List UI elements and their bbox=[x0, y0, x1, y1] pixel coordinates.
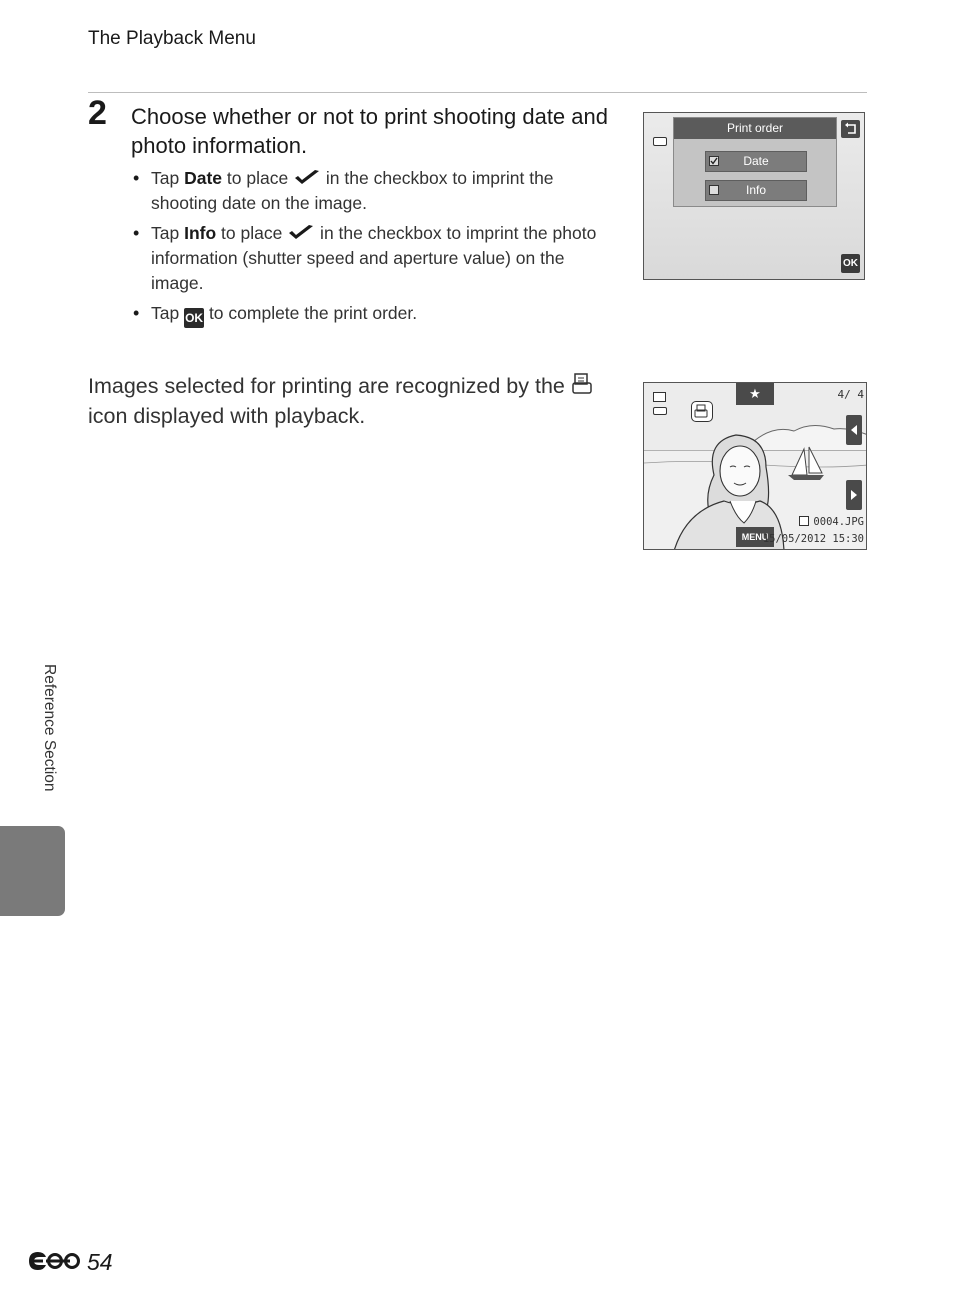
ok-icon: OK bbox=[184, 308, 204, 328]
date-checkbox[interactable] bbox=[709, 156, 719, 166]
keyword-date: Date bbox=[184, 168, 223, 188]
print-order-title: Print order bbox=[674, 118, 836, 139]
back-button[interactable] bbox=[841, 120, 860, 138]
reference-section-icon bbox=[27, 1249, 87, 1273]
print-order-icon bbox=[691, 401, 713, 422]
print-order-panel bbox=[673, 117, 837, 207]
playback-mode-icon bbox=[653, 392, 666, 402]
print-order-icon bbox=[571, 372, 593, 396]
star-icon: ★ bbox=[749, 386, 761, 401]
step-heading: Choose whether or not to print shooting date and photo information. bbox=[131, 104, 608, 158]
image-counter: 4/ 4 bbox=[837, 388, 864, 401]
favorite-button[interactable] bbox=[736, 383, 774, 405]
recording-datetime: 15/05/2012 15:30 bbox=[762, 533, 864, 545]
playback-screen bbox=[643, 382, 867, 550]
image-size-icon bbox=[799, 516, 809, 526]
checkmark-icon bbox=[710, 157, 718, 165]
bullet-date: • Tap Date to place in the checkbox to imprint the shooting date on the image. bbox=[131, 166, 621, 216]
menu-button[interactable]: MENU bbox=[736, 527, 774, 547]
option-date[interactable]: Date bbox=[705, 151, 807, 172]
side-tab bbox=[0, 826, 65, 916]
side-tab-label: Reference Section bbox=[41, 664, 58, 792]
playback-note: Images selected for printing are recognized by the icon displayed with playback. bbox=[88, 371, 608, 431]
bullet-info: • Tap Info to place in the checkbox to imprint the photo information (shutter speed and aperture value) on the image. bbox=[131, 221, 621, 296]
next-image-button[interactable] bbox=[846, 480, 862, 510]
arrow-left-icon bbox=[846, 415, 862, 445]
header-divider bbox=[88, 92, 867, 93]
battery-icon bbox=[653, 407, 667, 415]
battery-icon bbox=[653, 137, 667, 146]
print-order-screen bbox=[643, 112, 865, 280]
arrow-right-icon bbox=[846, 480, 862, 510]
instruction-list bbox=[131, 166, 621, 333]
step-number: 2 bbox=[88, 94, 107, 132]
checkmark-icon bbox=[293, 169, 321, 187]
previous-image-button[interactable] bbox=[846, 415, 862, 445]
info-checkbox[interactable] bbox=[709, 185, 719, 195]
checkmark-icon bbox=[287, 224, 315, 242]
bullet-ok: • Tap OK to complete the print order. bbox=[131, 301, 621, 328]
ok-button[interactable]: OK bbox=[841, 254, 860, 273]
file-name: 0004.JPG bbox=[799, 516, 864, 528]
page-number: 54 bbox=[27, 1249, 113, 1279]
option-info[interactable]: Info bbox=[705, 180, 807, 201]
keyword-info: Info bbox=[184, 223, 217, 243]
running-header: The Playback Menu bbox=[88, 28, 256, 49]
back-arrow-icon bbox=[841, 120, 860, 138]
